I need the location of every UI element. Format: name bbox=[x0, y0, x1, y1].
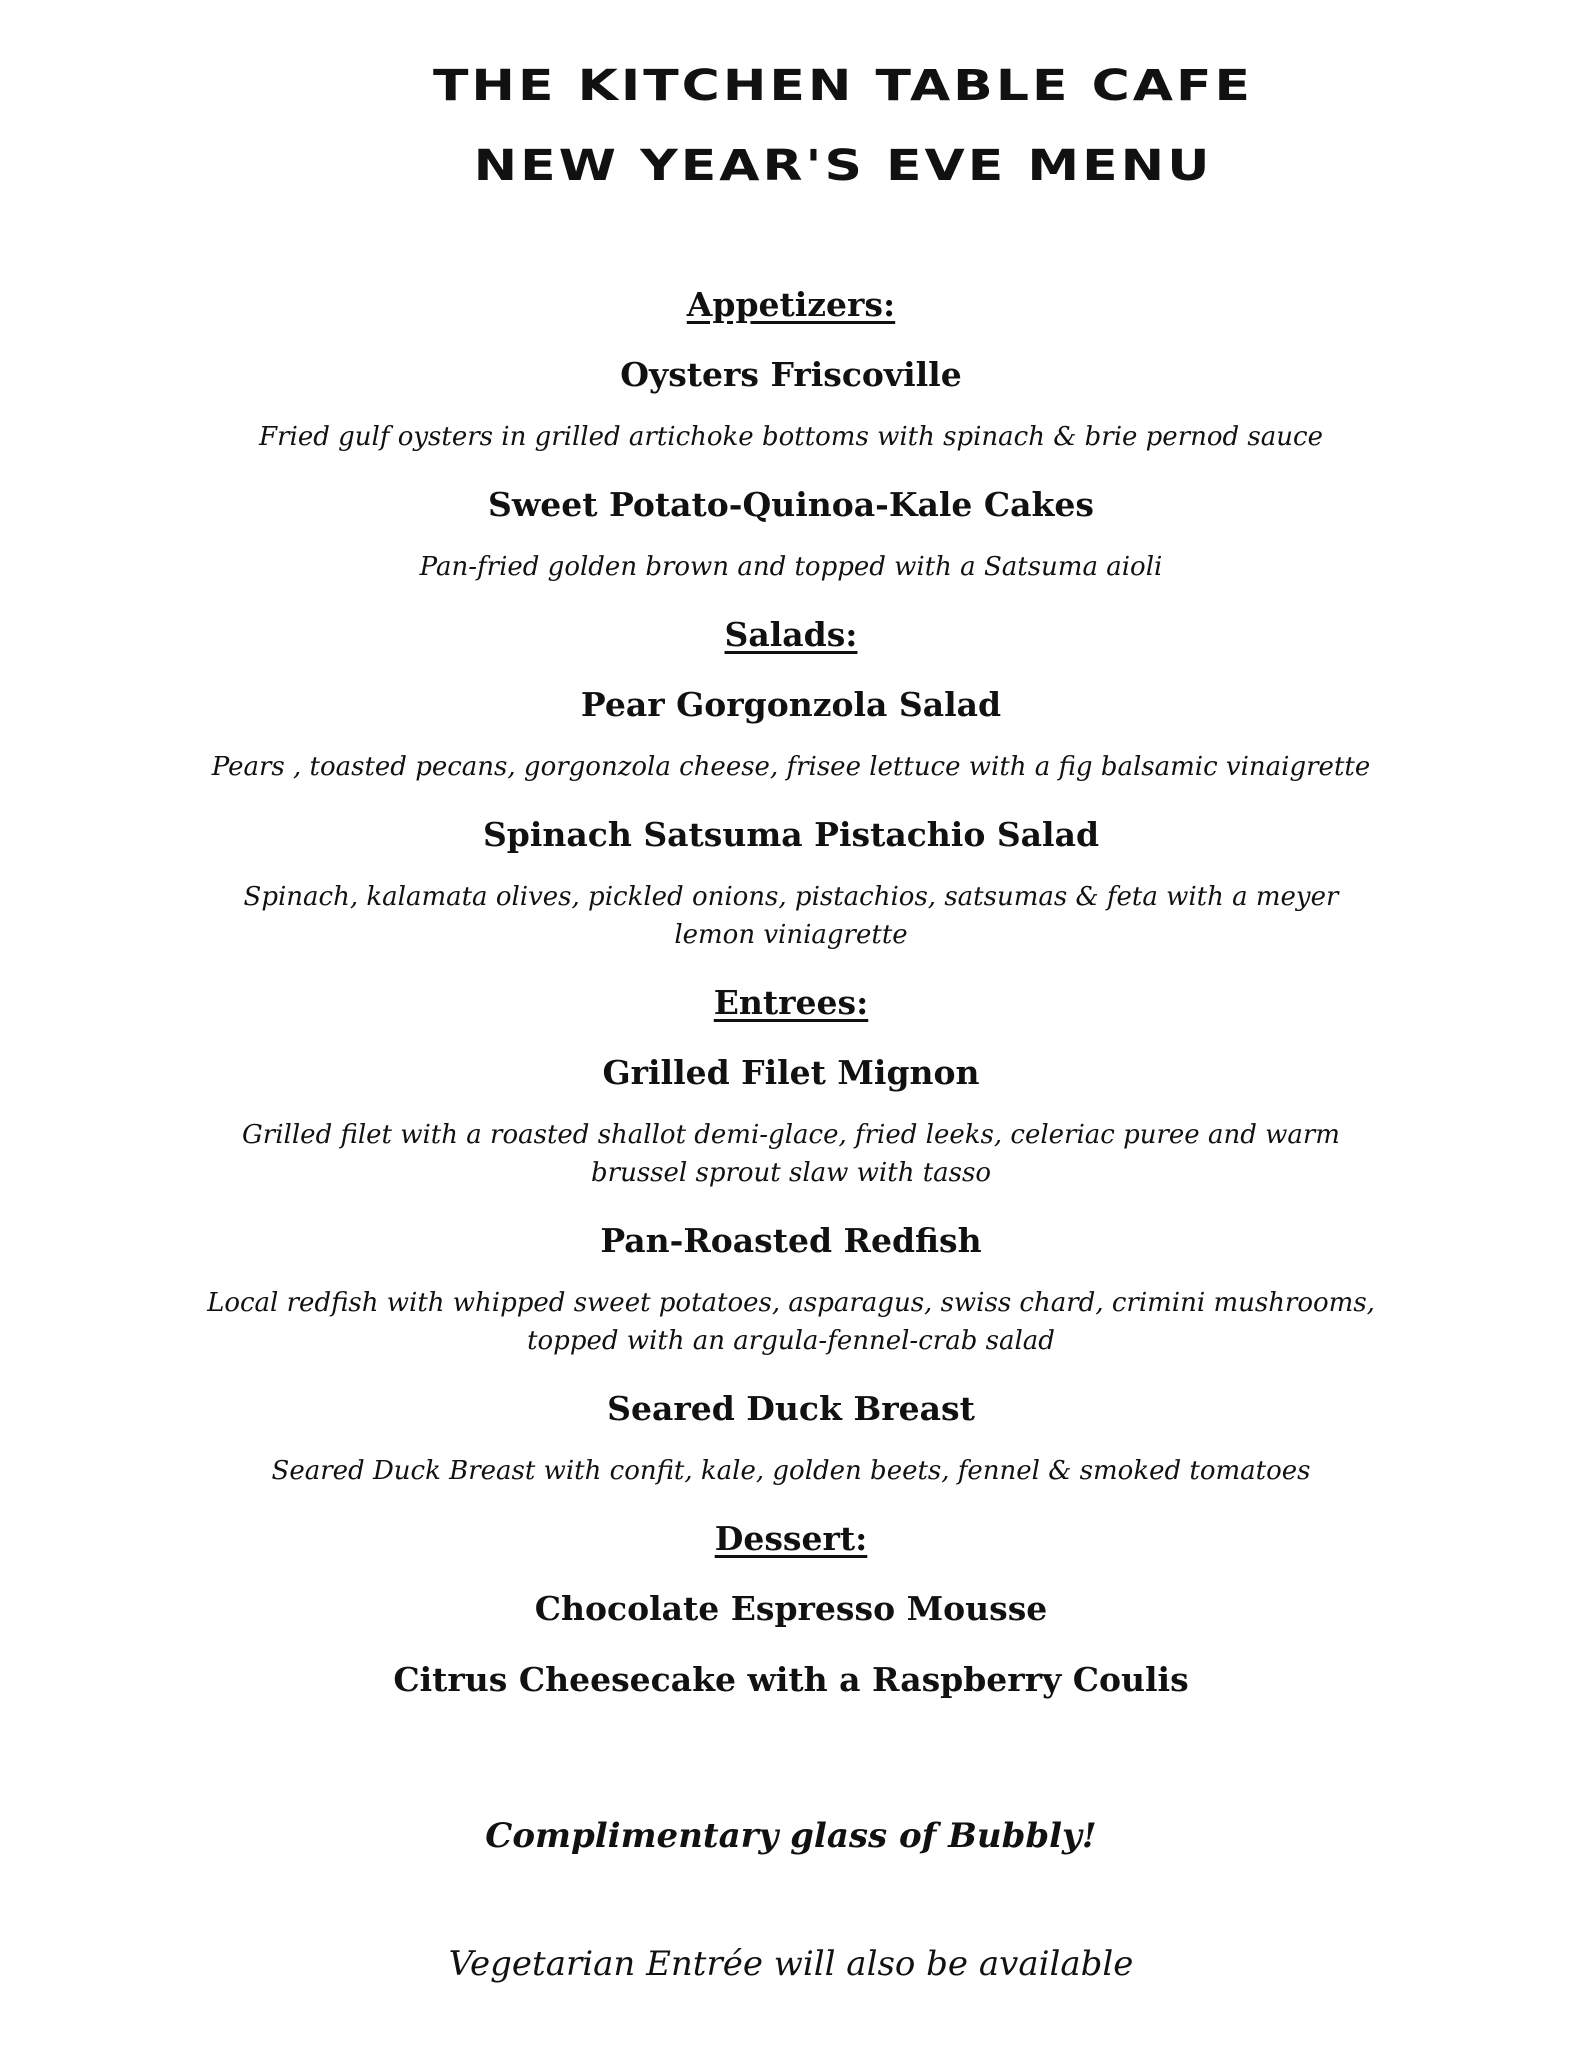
entrees-heading: Entrees: bbox=[713, 983, 869, 1022]
dessert-item: Citrus Cheesecake with a Raspberry Coulis bbox=[393, 1660, 1189, 1699]
dish-name: Pan-Roasted Redfish bbox=[600, 1221, 982, 1260]
cafe-name-title: THE KITCHEN TABLE CAFE bbox=[432, 61, 1254, 111]
menu-body bbox=[0, 282, 1582, 1728]
dish-name: Grilled Filet Mignon bbox=[602, 1053, 980, 1092]
dish-description: Fried gulf oysters in grilled artichoke bottoms with spinach & brie pernod sauce bbox=[259, 422, 1323, 452]
dish-description: Pan-fried golden brown and topped with a Satsuma aioli bbox=[419, 552, 1163, 582]
dish-name: Oysters Friscoville bbox=[620, 355, 962, 394]
dish-name: Seared Duck Breast bbox=[607, 1389, 975, 1428]
vegetarian-note: Vegetarian Entrée will also be available bbox=[448, 1944, 1134, 1984]
dish-description: Pears , toasted pecans, gorgonzola cheese, frisee lettuce with a fig balsamic vinaigrette bbox=[211, 752, 1371, 782]
dish-name: Sweet Potato-Quinoa-Kale Cakes bbox=[487, 485, 1094, 524]
dish-description: Spinach, kalamata olives, pickled onions, pistachios, satsumas & feta with a meyer lemon viniagrette bbox=[243, 882, 1339, 950]
menu-title: NEW YEAR'S EVE MENU bbox=[473, 141, 1213, 191]
dish-description: Grilled filet with a roasted shallot demi-glace, fried leeks, celeriac puree and warm brussel sprout slaw with tasso bbox=[242, 1120, 1340, 1188]
dish-name: Pear Gorgonzola Salad bbox=[580, 685, 1002, 724]
dessert-heading: Dessert: bbox=[714, 1519, 868, 1558]
dish-description: Local redfish with whipped sweet potatoes, asparagus, swiss chard, crimini mushrooms, topped with an argula-fennel-crab salad bbox=[207, 1288, 1375, 1356]
dish-name: Spinach Satsuma Pistachio Salad bbox=[482, 815, 1100, 854]
appetizers-heading: Appetizers: bbox=[686, 285, 896, 324]
complimentary-bubbly-note: Complimentary glass of Bubbly! bbox=[485, 1816, 1097, 1856]
salads-heading: Salads: bbox=[724, 615, 858, 654]
dish-description: Seared Duck Breast with confit, kale, golden beets, fennel & smoked tomatoes bbox=[271, 1456, 1311, 1486]
dessert-item: Chocolate Espresso Mousse bbox=[534, 1589, 1048, 1628]
